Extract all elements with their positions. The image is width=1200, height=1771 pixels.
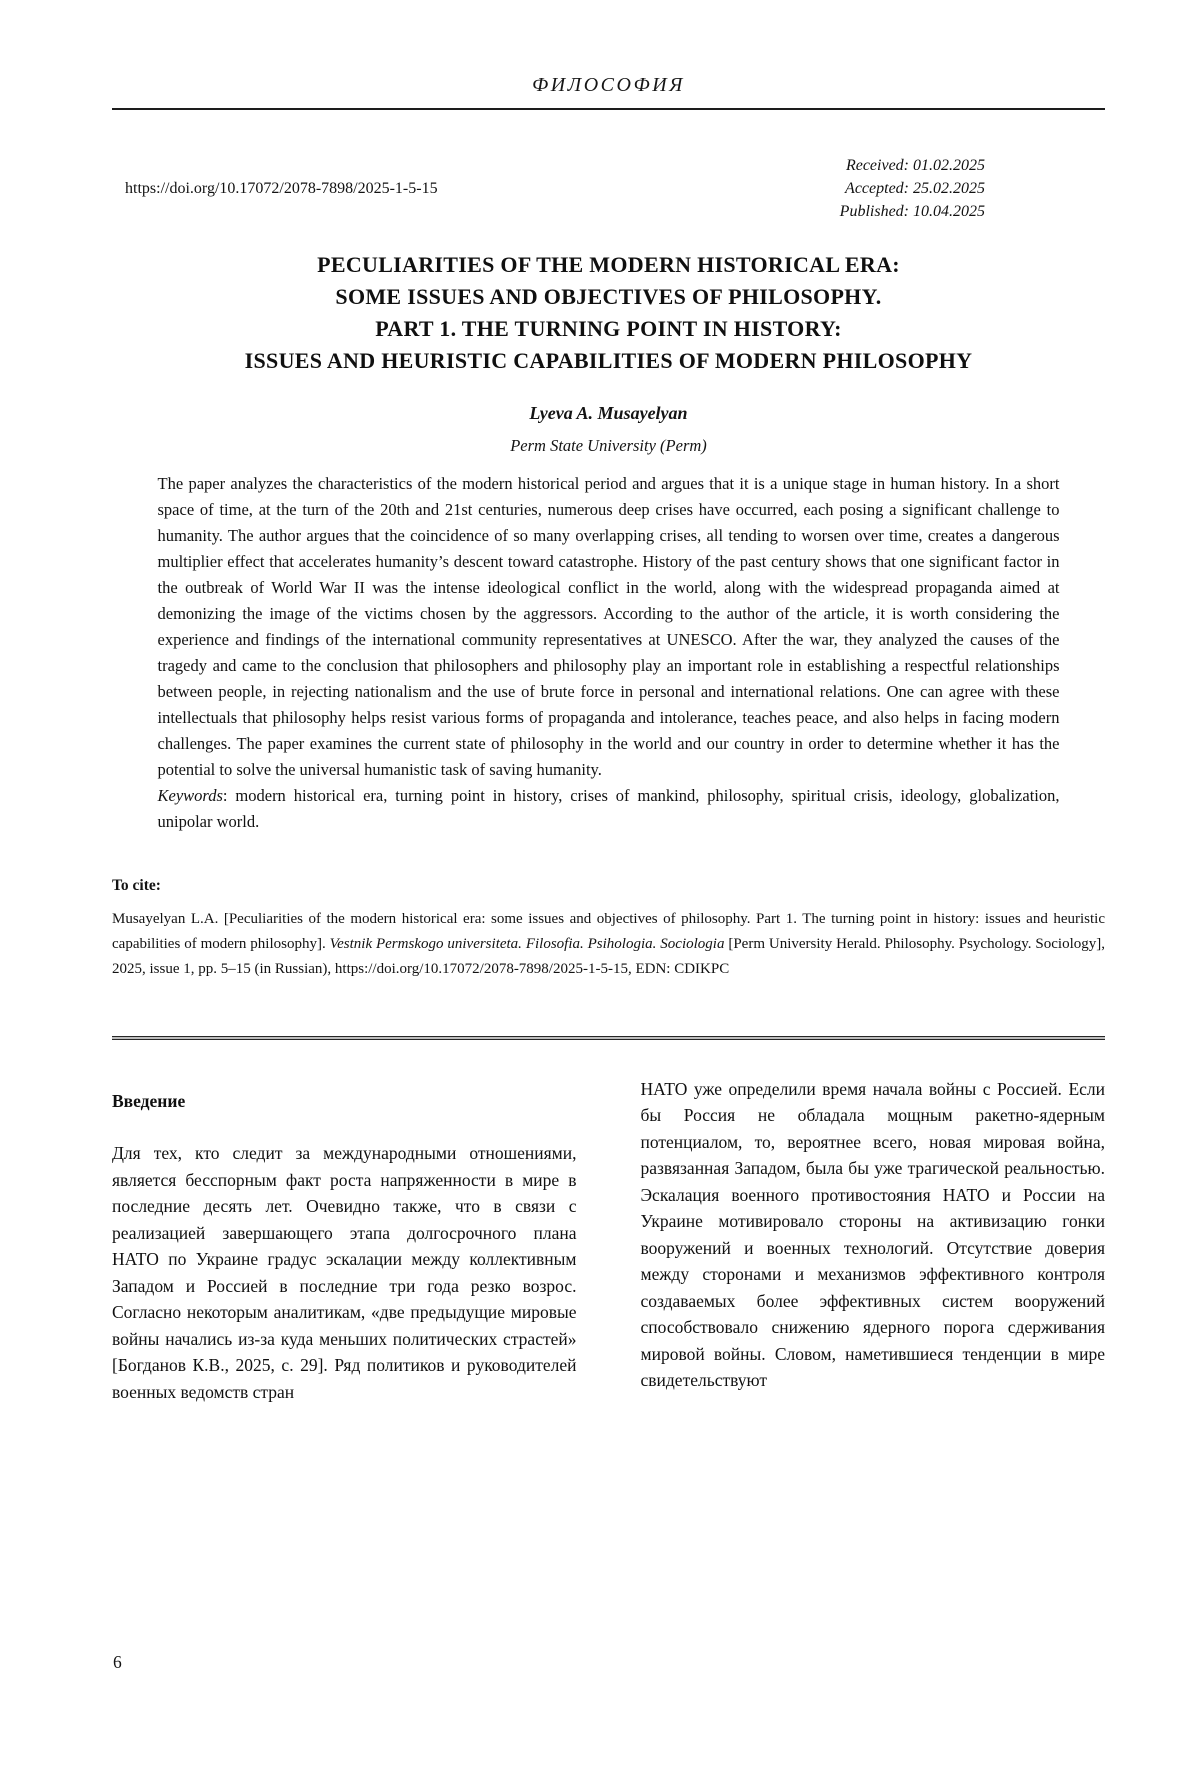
abstract-text: The paper analyzes the characteristics of the modern historical period and argues that it is a unique stage in human history. In a short space of time, at the turn of the 20th and 21st centuries, numerous deep crises have occurred, each posing a significant challenge to humanity. The author argues that the coincidence of so many overlapping crises, all tending to worsen over time, creates a dangerous multiplier effect that accelerates humanity’s descent toward catastrophe. History of the past century shows that one significant factor in the outbreak of World War II was the intense ideological conflict in the world, along with the widespread propaganda aimed at demonizing the image of the victims chosen by the aggressors. According to the author of the article, it is worth considering the experience and findings of the international community representatives at UNESCO. After the war, they analyzed the causes of the tragedy and came to the conclusion that philosophers and philosophy play an important role in establishing a respectful relationships between people, in rejecting nationalism and the use of brute force in personal and international relations. One can agree with these intellectuals that philosophy helps resist various forms of propaganda and intolerance, teaches peace, and also helps in facing modern challenges. The paper examines the current state of philosophy in the world and our country in order to determine whether it has the potential to solve the universal humanistic task of saving humanity.: [157, 474, 1060, 779]
article-meta-row: [112, 154, 1105, 223]
citation-text-before: Musayelyan L.A. [Peculiarities of the modern historical era: some issues and objectives of philosophy. Part 1. The turning point in history: issues and heuristic capabilities of modern philosophy].: [112, 911, 1105, 952]
keywords-line: [158, 783, 1060, 835]
dates-block: [840, 154, 985, 223]
page-number: 6: [113, 1652, 122, 1672]
received-date: Received: 01.02.2025: [845, 157, 985, 174]
author-name: Lyeva A. Musayelyan: [529, 403, 688, 423]
abstract-block: [158, 471, 1060, 835]
page-content: [112, 74, 1105, 1405]
body-columns: [112, 1076, 1105, 1406]
article-title: [112, 249, 1105, 377]
citation-text-after: [Perm University Herald. Philosophy. Psychology. Sociology], 2025, issue 1, pp. 5–15 (in Russian), https://doi.org/10.17072/2078-7898/2025-1-5-15, EDN: CDIKPC: [112, 936, 1105, 977]
left-column: [112, 1076, 577, 1406]
article-title-line-1: PECULIARITIES OF THE MODERN HISTORICAL ERA:: [317, 252, 900, 277]
right-column: [641, 1076, 1106, 1406]
introduction-heading: Введение: [112, 1090, 186, 1111]
article-title-line-4: ISSUES AND HEURISTIC CAPABILITIES OF MODERN PHILOSOPHY: [244, 348, 973, 373]
keywords-text: : modern historical era, turning point in history, crises of mankind, philosophy, spiritual crisis, ideology, globalization, unipolar world.: [157, 786, 1060, 831]
published-date: Published: 10.04.2025: [839, 203, 985, 220]
doi-link[interactable]: https://doi.org/10.17072/2078-7898/2025-1-5-15: [125, 179, 438, 197]
citation-text: [112, 907, 1105, 982]
article-title-line-3: PART 1. THE TURNING POINT IN HISTORY:: [375, 316, 842, 341]
header-rule: [112, 108, 1105, 110]
journal-section-running-head: ФИЛОСОФИЯ: [532, 74, 685, 96]
left-column-text: Для тех, кто следит за международными отношениями, является бесспорным факт роста напряженности в мире в последние десять лет. Очевидно также, что в связи с реализацией завершающего этапа долгосрочного плана НАТО по Украине градус эскалации между коллективным Западом и Россией в последние три года резко возрос. Согласно некоторым аналитикам, «две предыдущие мировые войны начались из-за куда меньших политических страстей» [Богданов К.В., 2025, с. 29]. Ряд политиков и руководителей военных ведомств стран: [112, 1143, 577, 1402]
author-affiliation: Perm State University (Perm): [510, 436, 707, 455]
article-title-line-2: SOME ISSUES AND OBJECTIVES OF PHILOSOPHY.: [335, 284, 882, 309]
accepted-date: Accepted: 25.02.2025: [845, 180, 985, 197]
right-column-text: НАТО уже определили время начала войны с Россией. Если бы Россия не обладала мощным ракетно-ядерным потенциалом, то, вероятнее всего, новая мировая война, развязанная Западом, была бы уже трагической реальностью. Эскалация военного противостояния НАТО и России на Украине мотивировало стороны на активизацию гонки вооружений и военных технологий. Отсутствие доверия между сторонами и механизмов эффективного контроля создаваемых более эффективных систем вооружений способствовало снижению ядерного порога сдерживания мировой войны. Словом, наметившиеся тенденции в мире свидетельствуют: [640, 1078, 1105, 1390]
section-divider-rule: [112, 1036, 1105, 1040]
to-cite-label: To cite:: [112, 877, 161, 894]
keywords-label: Keywords: [157, 786, 223, 805]
citation-journal-title: Vestnik Permskogo universiteta. Filosofia. Psihologia. Sociologia: [329, 936, 725, 952]
